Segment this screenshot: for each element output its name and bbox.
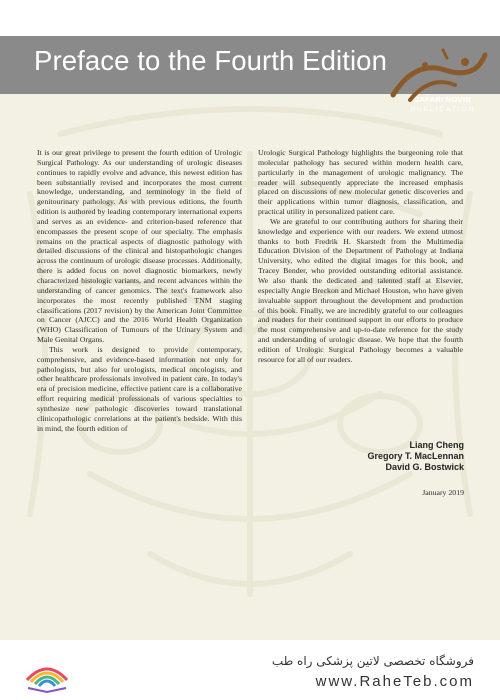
publisher-name: JAFARI NOVIN <box>414 95 472 104</box>
paragraph: We are grateful to our contributing authors for sharing their knowledge and experience with our readers. We extend utmost thanks to both Fredrik H. Skarstedt from the Multimedia Education Division of the Department of Pathology at Indiana University, who edited the digital images for this book, and Tracey Bender, who provided outstanding editorial assistance. We also thank the dedicated and talented staff at Elsevier, especially Angie Breckon and Michael Houston, who have given invaluable support throughout the development and production of this book. Finally, we are incredibly grateful to our colleagues and readers for their continued support in our efforts to produce the most comprehensive and up-to-date reference for the study and understanding of urologic disease. We hope that the fourth edition of Urologic Surgical Pathology becomes a valuable resource for all of our readers. <box>258 216 463 364</box>
store-url[interactable]: www.RaheTeb.com <box>315 673 474 690</box>
preface-date: January 2019 <box>422 488 464 497</box>
author-name: David G. Bostwick <box>385 462 464 472</box>
store-name: فروشگاه تخصصی لاتین پزشکی راه طب <box>271 654 474 668</box>
publisher-subtitle: PUBLICATION <box>410 106 476 113</box>
page-title: Preface to the Fourth Edition <box>34 45 387 76</box>
left-column <box>37 148 242 433</box>
right-column <box>258 148 463 365</box>
author-list <box>258 440 464 473</box>
paragraph: Urologic Surgical Pathology highlights the burgeoning role that molecular pathology has secured within modern health care, particularly in the management of urologic malignancy. The reader will subsequently appreciate the increased emphasis placed on discussions of new molecular genetic discoveries and their applications within tumor diagnosis, classification, and practical utility in personalized patient care. <box>258 148 463 217</box>
author-name: Gregory T. MacLennan <box>367 451 464 461</box>
rainbow-book-icon <box>22 650 72 694</box>
footer-banner <box>0 640 500 700</box>
paragraph: This work is designed to provide contemporary, comprehensive, and evidence-based information not only for pathologists, but also for urologists, medical oncologists, and other healthcare professionals involved in patient care. In today's era of precision medicine, effective patient care is a collaborative effort requiring medical professionals of various specialties to synthesize new pathologic discoveries toward translational clinicopathologic correlations at the patient's bedside. With this in mind, the fourth edition of <box>37 344 242 433</box>
paragraph: It is our great privilege to present the fourth edition of Urologic Surgical Pathology. As our understanding of urologic diseases continues to rapidly evolve and advance, this newest edition has been substantially revised and incorporates the most current knowledge, understanding, and terminology in the field of genitourinary pathology. As with previous editions, the fourth edition is authored by leading contemporary international experts and serves as an evidence- and criterion-based reference that encompasses the present scope of our specialty. The emphasis remains on the practical aspects of diagnostic pathology with detailed discussions of the clinical and histopathologic changes across the continuum of urologic disease processes. Additionally, there is added focus on novel diagnostic biomarkers, newly characterized histologic variants, and recent advances within the understanding of cancer genomics. The text's framework also incorporates the most recently published TNM staging classifications (2017 revision) by the American Joint Committee on Cancer (AJCC) and the 2016 World Health Organization (WHO) Classification of Tumours of the Urinary System and Male Genital Organs. <box>37 148 242 345</box>
top-margin <box>0 0 500 36</box>
author-name: Liang Cheng <box>409 440 464 450</box>
